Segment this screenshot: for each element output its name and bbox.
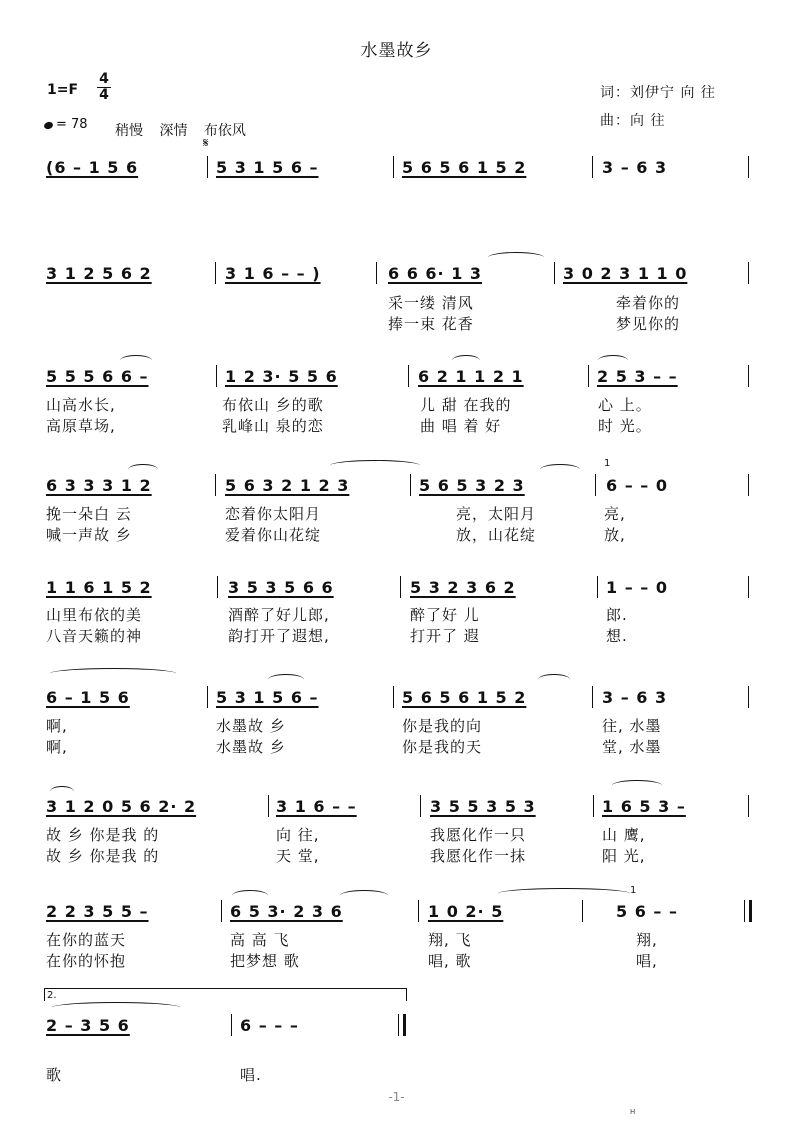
measure: 1 2 3· 5 5 6 [225, 367, 338, 386]
lyric-verse-1: 歌 [46, 1066, 63, 1084]
lyric-verse-1: 恋着你太阳月 [225, 505, 322, 523]
lyric-verse-1: 山里布依的美 [46, 606, 143, 624]
measure: 5 5 5 6 6 – [46, 367, 149, 386]
lyric-verse-2: 放，山花绽 [456, 526, 537, 544]
measure: 5 6 3 2 1 2 3 [225, 476, 350, 495]
meter-top: 4 [99, 71, 109, 87]
measure: 6 6 6· 1 3 [388, 264, 483, 283]
measure: 5 3 2 3 6 2 [410, 578, 516, 597]
measure: 1 6 5 3 – [602, 797, 686, 816]
lyric-verse-2: 梦见你的 [616, 315, 681, 333]
song-title: 水墨故乡 [360, 41, 433, 61]
measure: 2 5 3 – – [597, 367, 678, 386]
lyric-verse-1: 翔, 飞 [428, 931, 472, 949]
lyric-verse-1: 酒醉了好儿郎, [228, 606, 330, 624]
lyric-verse-1: 向 往, [276, 826, 320, 844]
measure: 3 1 6 – – ) [225, 264, 321, 283]
expression-mark: 稍慢 深情 布依风 [115, 123, 246, 139]
lyric-verse-1: 水墨故 乡 [216, 717, 286, 735]
measure: 5 3 1 5 6 – [216, 158, 319, 177]
measure: 5 3 1 5 6 – [216, 688, 319, 707]
lyric-verse-2: 水墨故 乡 [216, 738, 286, 756]
lyric-verse-1: 山 鹰, [602, 826, 646, 844]
lyric-verse-2: 啊, [46, 738, 68, 756]
lyric-verse-1: 在你的蓝天 [46, 931, 127, 949]
measure: 1 0 2· 5 [428, 902, 504, 921]
measure: 3 1 6 – – [276, 797, 357, 816]
measure: 1 – – 0 [606, 578, 668, 597]
measure: 3 5 5 3 5 3 [430, 797, 536, 816]
lyric-verse-2: 爱着你山花绽 [225, 526, 322, 544]
measure: 3 0 2 3 1 1 0 [563, 264, 688, 283]
measure: 1 1 6 1 5 2 [46, 578, 152, 597]
tempo-mark [44, 117, 88, 132]
lyricist-credit: 词：刘伊宁 向 往 [600, 85, 716, 101]
measure: (6 – 1 5 6 [46, 158, 139, 177]
lyric-verse-2: 时 光。 [598, 417, 652, 435]
lyric-verse-1: 儿 甜 在我的 [420, 396, 512, 414]
grace-note: 1 [630, 885, 637, 896]
meter-bottom: 4 [99, 87, 109, 103]
lyric-verse-2: 乳峰山 泉的恋 [222, 417, 324, 435]
lyric-verse-1: 我愿化作一只 [430, 826, 527, 844]
lyric-verse-1: 故 乡 你是我 的 [46, 826, 160, 844]
lyric-verse-1: 往, 水墨 [602, 717, 662, 735]
measure: 5 6 – – [616, 902, 678, 921]
lyric-verse-2: 打开了 遐 [410, 627, 480, 645]
lyric-verse-1: 你是我的向 [402, 717, 483, 735]
volta-label: 2. [47, 990, 57, 1001]
measure: 5 6 5 3 2 3 [419, 476, 525, 495]
measure: 2 – 3 5 6 [46, 1016, 130, 1035]
lyric-verse-2: 把梦想 歌 [230, 952, 300, 970]
measure: 5 6 5 6 1 5 2 [402, 688, 527, 707]
lyric-verse-2: 故 乡 你是我 的 [46, 847, 160, 865]
lyric-verse-2: 八音天籁的神 [46, 627, 143, 645]
lyric-verse-1: 高 高 飞 [230, 931, 290, 949]
measure: 6 – – 0 [606, 476, 668, 495]
measure: 3 1 2 5 6 2 [46, 264, 152, 283]
grace-note: 1 [604, 458, 611, 469]
lyric-verse-1: 心 上。 [598, 396, 652, 414]
lyric-verse-1: 亮，太阳月 [456, 505, 537, 523]
lyric-verse-1: 郎. [606, 606, 628, 624]
lyric-verse-1: 啊, [46, 717, 68, 735]
measure: 6 – 1 5 6 [46, 688, 130, 707]
key-signature: 1=F [47, 82, 79, 98]
lyric-verse-1: 牵着你的 [616, 294, 681, 312]
measure: 6 3 3 3 1 2 [46, 476, 152, 495]
lyric-verse-2: 韵打开了遐想, [228, 627, 330, 645]
lyric-verse-2: 阳 光, [602, 847, 646, 865]
lyric-verse-2: 天 堂, [276, 847, 320, 865]
lyric-verse-2: 唱, 歌 [428, 952, 472, 970]
measure: 2 2 3 5 5 – [46, 902, 149, 921]
lyric-verse-2: 曲 唱 着 好 [420, 417, 502, 435]
lyric-verse-1: 采一缕 清风 [388, 294, 474, 312]
lyric-verse-2: 想. [606, 627, 628, 645]
measure: 6 2 1 1 2 1 [418, 367, 524, 386]
tempo-value: = 78 [56, 117, 88, 132]
measure: 3 – 6 3 [602, 158, 668, 177]
lyric-verse-2: 捧一束 花香 [388, 315, 474, 333]
lyric-verse-1: 挽一朵白 云 [46, 505, 132, 523]
page-number: -1- [388, 1090, 405, 1104]
lyric-verse-2: 唱, [636, 952, 658, 970]
measure: 3 – 6 3 [602, 688, 668, 707]
lyric-verse-2: 堂, 水墨 [602, 738, 662, 756]
measure: 5 6 5 6 1 5 2 [402, 158, 527, 177]
lyric-verse-2: 你是我的天 [402, 738, 483, 756]
lyric-verse-2: 高原草场, [46, 417, 116, 435]
lyric-verse-2: 喊一声故 乡 [46, 526, 132, 544]
composer-credit: 曲：向 往 [600, 113, 666, 129]
footer-mark: H [630, 1108, 636, 1116]
measure: 6 – – – [240, 1016, 299, 1035]
time-signature [96, 72, 112, 103]
lyric-verse-1: 山高水长, [46, 396, 116, 414]
lyric-verse-1: 醉了好 儿 [410, 606, 480, 624]
volta-bracket [44, 988, 407, 1001]
measure: 3 5 3 5 6 6 [228, 578, 334, 597]
measure: 6 5 3· 2 3 6 [230, 902, 343, 921]
lyric-verse-1: 翔, [636, 931, 658, 949]
segno-icon: 𝄋 [203, 136, 209, 151]
measure: 3 1 2 0 5 6 2· 2 [46, 797, 197, 816]
lyric-verse-1: 亮, [604, 505, 626, 523]
lyric-verse-1: 唱. [240, 1066, 262, 1084]
lyric-verse-2: 在你的怀抱 [46, 952, 127, 970]
lyric-verse-2: 我愿化作一抹 [430, 847, 527, 865]
lyric-verse-2: 放, [604, 526, 626, 544]
quarter-note-icon [43, 121, 54, 131]
lyric-verse-1: 布依山 乡的歌 [222, 396, 324, 414]
